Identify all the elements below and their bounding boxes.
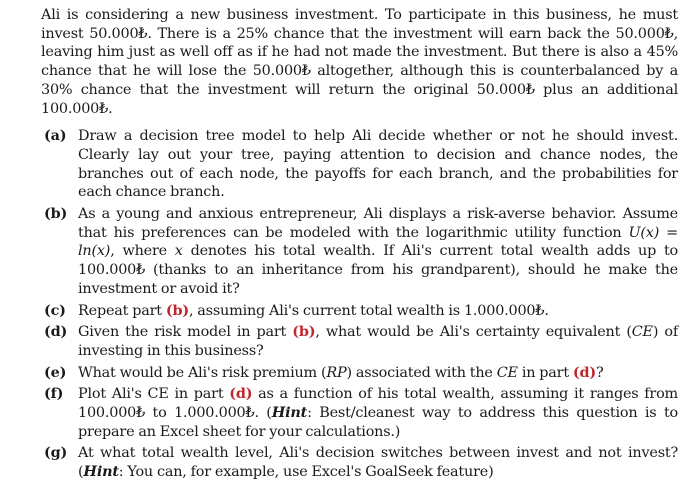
- question-f: [41, 385, 678, 441]
- utility-formula: U(x) = ln(x): [78, 224, 678, 260]
- question-c: [41, 302, 678, 321]
- wealth-variable: x: [174, 243, 183, 260]
- question-f-text: Plot Ali's CE in part: [78, 386, 230, 403]
- question-f-text: : Best/cleanest way to address this question is to prepare an Excel sheet for your calculations.): [78, 405, 678, 440]
- question-e-label: (e): [44, 363, 67, 381]
- question-g-label: (g): [44, 444, 68, 462]
- question-b-text: As a young and anxious entrepreneur, Ali displays a risk-averse behavior. Assume that his preferences can be modeled with the logarithmic utility function: [78, 206, 678, 241]
- question-a-text: Draw a decision tree model to help Ali decide whether or not he should invest. Clearly lay out your tree, paying attention to decision and chance nodes, the branches out of each node, the payoffs for each branch, and the probabilities for each chance branch.: [78, 128, 678, 201]
- part-b-reference-link[interactable]: (b): [165, 301, 189, 319]
- part-d-reference-link[interactable]: (d): [572, 363, 596, 381]
- question-b-label: (b): [44, 205, 68, 223]
- ce-abbreviation: CE: [631, 324, 653, 341]
- question-g: [41, 444, 678, 481]
- question-b-text: , where: [110, 243, 175, 260]
- question-d-label: (d): [44, 323, 68, 341]
- question-d-text: Given the risk model in part: [78, 324, 293, 341]
- ce-abbreviation: CE: [496, 364, 518, 381]
- question-a: [41, 127, 678, 202]
- question-d: [41, 323, 678, 360]
- question-f-label: (f): [44, 385, 64, 403]
- problem-document: [41, 6, 678, 485]
- question-c-label: (c): [44, 301, 66, 319]
- rp-abbreviation: RP: [326, 364, 347, 381]
- question-g-text: : You can, for example, use Excel's GoalSeek feature): [118, 464, 494, 481]
- question-d-text: ) of investing in this business?: [78, 324, 678, 359]
- question-e-text: in part: [517, 364, 573, 381]
- part-d-reference-link[interactable]: (d): [229, 385, 253, 403]
- question-g-text: At what total wealth level, Ali's decision switches between invest and not invest? (: [78, 445, 678, 481]
- question-e-text: ) associated with the: [346, 364, 497, 381]
- question-e-text: ?: [596, 364, 604, 381]
- question-f-text: as a function of his total wealth, assuming it ranges from 100.000₺ to 1.000.000₺. (: [78, 386, 678, 422]
- hint-label: Hint: [271, 404, 308, 422]
- question-a-label: (a): [44, 127, 67, 145]
- question-b-text: denotes his total wealth. If Ali's current total wealth adds up to 100.000₺ (thanks to an inheritance from his grandparent), should he make the investment or avoid it?: [78, 243, 678, 297]
- question-d-text: , what would be Ali's certainty equivalent (: [315, 324, 632, 341]
- problem-intro: Ali is considering a new business investment. To participate in this business, he must invest 50.000₺. There is a 25% chance that the investment will earn back the 50.000₺, leaving him just as well off as if he had not made the investment. But there is also a 45% chance that he will lose the 50.000₺ altogether, although this is counterbalanced by a 30% chance that the investment will return the original 50.000₺ plus an additional 100.000₺.: [41, 7, 678, 117]
- question-c-text: Repeat part: [78, 302, 166, 319]
- question-b: [41, 205, 678, 299]
- question-e: [41, 364, 678, 383]
- question-e-text: What would be Ali's risk premium (: [78, 364, 327, 381]
- question-c-text: , assuming Ali's current total wealth is 1.000.000₺.: [188, 302, 549, 319]
- hint-label: Hint: [83, 463, 119, 481]
- question-list: [41, 127, 678, 482]
- part-b-reference-link[interactable]: (b): [292, 323, 316, 341]
